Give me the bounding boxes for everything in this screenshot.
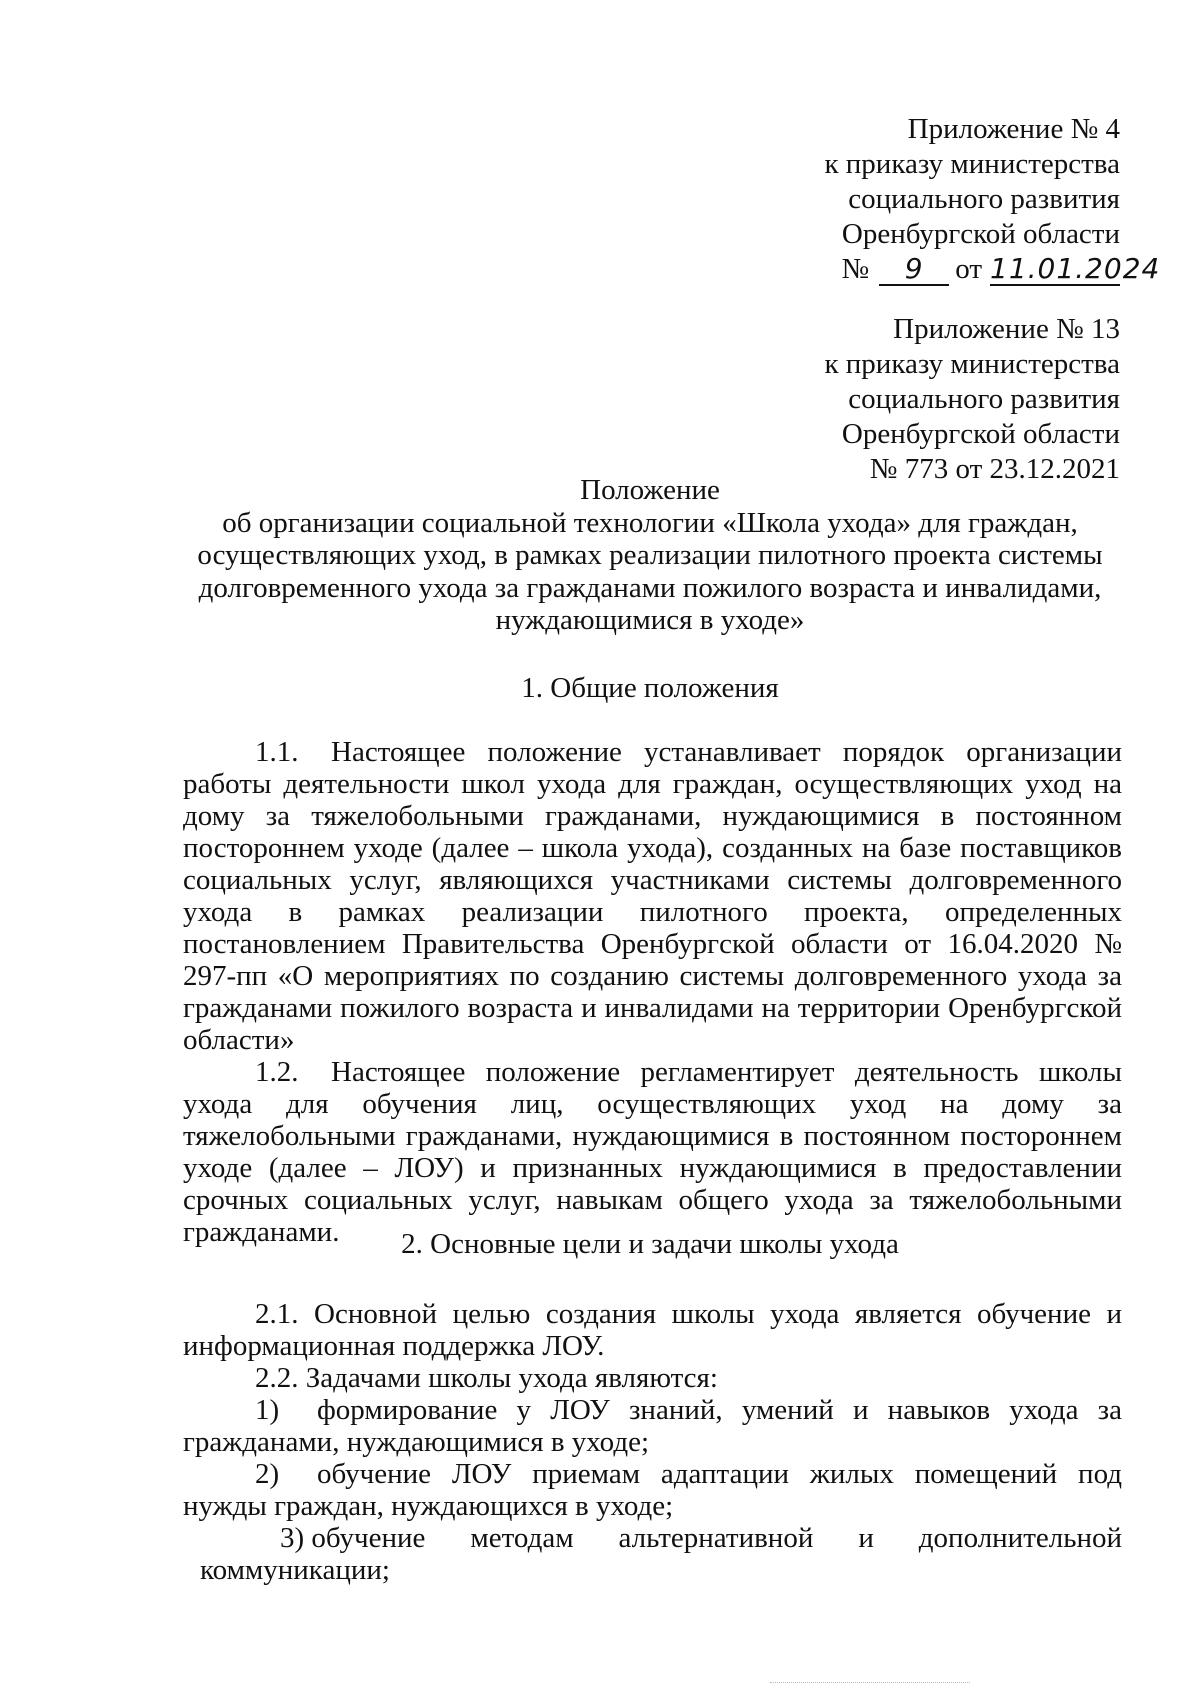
list-item-line: коммуникации;: [200, 1554, 390, 1586]
appendix-line: Приложение № 4: [907, 113, 1120, 145]
appendix-line: Оренбургской области: [841, 418, 1120, 450]
title-line: Положение: [580, 474, 720, 506]
handwritten-order-date: 11.01.2024: [990, 252, 1161, 285]
list-item: [183, 1458, 1122, 1522]
date-prefix: от: [955, 253, 982, 285]
appendix-header-original: [824, 312, 1120, 487]
list-item-word: и: [858, 1522, 874, 1554]
handwritten-order-number: 9: [879, 254, 949, 286]
appendix-line: социального развития: [848, 183, 1120, 215]
title-line: нуждающимися в уходе»: [495, 604, 805, 636]
list-item-word: методам: [470, 1522, 574, 1554]
document-title: [160, 474, 1140, 637]
list-item-word: альтернативной: [618, 1522, 814, 1554]
list-item-text: обучение ЛОУ приемам адаптации жилых помещений под нужды граждан, нуждающихся в уходе;: [183, 1458, 1122, 1522]
list-item-line: [200, 1522, 1122, 1554]
scan-artifact: [770, 1682, 970, 1685]
appendix-line: к приказу министерства: [824, 348, 1120, 380]
appendix-header-current: [824, 112, 1161, 287]
section-heading: 2. Основные цели и задачи школы ухода: [401, 1228, 899, 1260]
appendix-order-ref: [824, 252, 1161, 287]
title-line: об организации социальной технологии «Школа ухода» для граждан,: [222, 506, 1078, 539]
list-item: [183, 1394, 1122, 1458]
title-line: долговременного ухода за гражданами пожилого возраста и инвалидами,: [198, 571, 1102, 604]
list-item: [200, 1522, 1122, 1586]
appendix-line: Приложение № 13: [893, 313, 1120, 345]
appendix-line: № 773 от 23.12.2021: [869, 453, 1120, 485]
paragraph-number: 1.2.: [255, 1056, 299, 1088]
list-item-word: дополнительной: [918, 1522, 1122, 1554]
paragraph-number: 1.1.: [255, 736, 299, 768]
list-item-number: 1): [255, 1394, 280, 1426]
appendix-line: к приказу министерства: [824, 148, 1120, 180]
paragraph: [183, 736, 1122, 1056]
section-heading: 1. Общие положения: [521, 672, 779, 704]
paragraph: 2.1. Основной целью создания школы ухода является обучение и информационная поддержка ЛОУ.: [183, 1298, 1122, 1362]
appendix-line: социального развития: [848, 383, 1120, 415]
list-item-word: 3) обучение: [280, 1522, 426, 1554]
appendix-line: Оренбургской области: [841, 218, 1120, 250]
section-body: [183, 736, 1122, 1248]
paragraph: [183, 1056, 1122, 1248]
list-item-number: 2): [255, 1458, 280, 1490]
paragraph: 2.2. Задачами школы ухода являются:: [255, 1362, 718, 1394]
paragraph-text: Настоящее положение устанавливает порядок организации работы деятельности школ ухода для граждан, осуществляющих уход на дому за тяжелобольными гражданами, нуждающимися в постоянном постороннем уходе (далее – школа ухода), созданных на базе поставщиков социальных услуг, являющихся участниками системы долговременного ухода в рамках реализации пилотного проекта, определенных постановлением Правительства Оренбургской области от 16.04.2020 № 297-пп «О мероприятиях по созданию системы долговременного ухода за гражданами пожилого возраста и инвалидами на территории Оренбургской области»: [183, 736, 1122, 1056]
paragraph-text: Настоящее положение регламентирует деятельность школы ухода для обучения лиц, осуществляющих уход на дому за тяжелобольными гражданами, нуждающимися в постоянном постороннем уходе (далее – ЛОУ) и признанных нуждающимися в предоставлении срочных социальных услуг, навыкам общего ухода за тяжелобольными гражданами.: [183, 1056, 1122, 1248]
title-line: осуществляющих уход, в рамках реализации пилотного проекта системы: [197, 539, 1103, 571]
section-body: [183, 1298, 1122, 1522]
list-item-text: формирование у ЛОУ знаний, умений и навыков ухода за гражданами, нуждающимися в уходе;: [183, 1394, 1122, 1458]
number-prefix: №: [841, 253, 870, 285]
